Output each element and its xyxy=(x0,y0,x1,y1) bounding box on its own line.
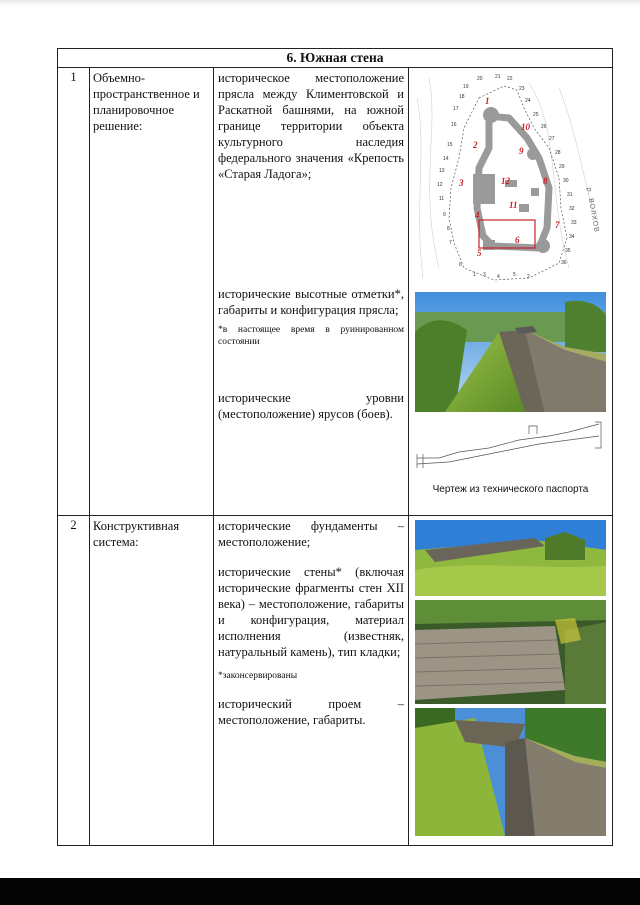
svg-text:23: 23 xyxy=(519,86,525,92)
svg-text:22: 22 xyxy=(507,76,513,82)
scan-bottom-edge xyxy=(0,878,640,905)
row-number: 1 xyxy=(58,68,90,516)
heritage-register-table xyxy=(57,48,613,846)
svg-text:24: 24 xyxy=(525,98,531,104)
svg-text:6: 6 xyxy=(515,235,520,245)
svg-text:21: 21 xyxy=(495,74,501,80)
svg-text:29: 29 xyxy=(559,164,565,170)
svg-text:3: 3 xyxy=(483,272,486,278)
svg-text:15: 15 xyxy=(447,142,453,148)
svg-text:30: 30 xyxy=(563,178,569,184)
item-text: исторические стены* (включая исторические фрагменты стен XII века) – местоположение, габариты и конфигурация, материал исполнения (известняк, натуральный камень), тип кладки; xyxy=(218,565,404,659)
characteristic-label: Объемно-пространственное и планировочное решение: xyxy=(90,68,214,516)
svg-text:26: 26 xyxy=(541,124,547,130)
svg-text:7: 7 xyxy=(555,220,560,230)
svg-text:18: 18 xyxy=(459,94,465,100)
table-row xyxy=(58,68,613,516)
characteristic-label: Конструктивная система: xyxy=(90,516,214,846)
scan-top-edge xyxy=(0,0,640,6)
svg-text:35: 35 xyxy=(565,248,571,254)
section-title: 6. Южная стена xyxy=(58,49,613,68)
svg-text:2: 2 xyxy=(527,274,530,280)
illustrations-cell xyxy=(409,68,613,516)
item-text: исторические уровни (местоположение) ярусов (боев). xyxy=(218,391,404,421)
svg-text:1: 1 xyxy=(485,96,490,106)
svg-text:5: 5 xyxy=(477,248,482,258)
item-text: исторические высотные отметки*, габариты и конфигурация прясла; xyxy=(218,287,404,317)
svg-text:3: 3 xyxy=(459,178,464,188)
technical-drawing xyxy=(409,418,612,482)
svg-text:25: 25 xyxy=(533,112,539,118)
svg-text:11: 11 xyxy=(439,196,445,202)
svg-text:10: 10 xyxy=(521,122,530,132)
table-row xyxy=(58,516,613,846)
svg-text:1: 1 xyxy=(473,272,476,278)
svg-text:8: 8 xyxy=(447,226,450,232)
svg-text:36: 36 xyxy=(561,260,567,266)
svg-text:31: 31 xyxy=(567,192,573,198)
svg-text:32: 32 xyxy=(569,206,575,212)
svg-text:9: 9 xyxy=(519,146,524,156)
row-number: 2 xyxy=(58,516,90,846)
protected-items-cell xyxy=(214,68,409,516)
svg-text:33: 33 xyxy=(571,220,577,226)
svg-text:17: 17 xyxy=(453,106,459,112)
wall-photo-1 xyxy=(415,292,606,412)
wall-photo-4 xyxy=(415,708,606,836)
item-text: исторический проем – местоположение, габариты. xyxy=(218,697,404,727)
svg-text:34: 34 xyxy=(569,234,575,240)
svg-text:9: 9 xyxy=(443,212,446,218)
svg-text:28: 28 xyxy=(555,150,561,156)
svg-text:27: 27 xyxy=(549,136,555,142)
svg-text:12: 12 xyxy=(501,176,510,186)
river-label: р. ВОЛХОВ xyxy=(585,187,600,234)
item-text: историческое местоположение прясла между Климентовской и Раскатной башнями, на южной границе территории объекта культурного наследия федерального значения «Крепость «Старая Ладога»; xyxy=(218,71,404,181)
svg-text:5: 5 xyxy=(513,272,516,278)
fortress-plan-image xyxy=(409,68,612,290)
footnote-text: *законсервированы xyxy=(218,671,298,681)
svg-text:16: 16 xyxy=(451,122,457,128)
svg-text:4: 4 xyxy=(497,274,500,280)
protected-items-cell xyxy=(214,516,409,846)
item-text: исторические фундаменты – местоположение; xyxy=(218,519,404,549)
wall-photo-2 xyxy=(415,520,606,596)
wall-photo-3 xyxy=(415,600,606,704)
svg-text:19: 19 xyxy=(463,84,469,90)
svg-text:6: 6 xyxy=(459,262,462,268)
drawing-caption: Чертеж из технического паспорта xyxy=(432,484,589,495)
footnote-text: *в настоящее время в руинированном состоянии xyxy=(218,325,404,347)
svg-text:13: 13 xyxy=(439,168,445,174)
svg-text:8: 8 xyxy=(543,176,548,186)
svg-text:7: 7 xyxy=(449,240,452,246)
svg-text:2: 2 xyxy=(473,140,478,150)
svg-text:20: 20 xyxy=(477,76,483,82)
illustrations-cell xyxy=(409,516,613,846)
svg-text:4: 4 xyxy=(475,210,480,220)
svg-text:12: 12 xyxy=(437,182,443,188)
svg-text:11: 11 xyxy=(509,200,518,210)
svg-text:14: 14 xyxy=(443,156,449,162)
